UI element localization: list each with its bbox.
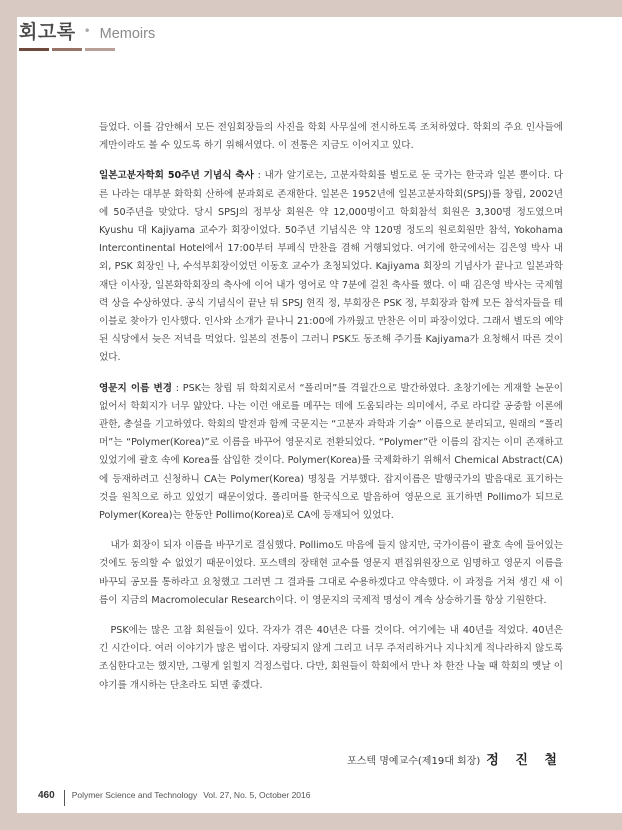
- page-footer: [38, 787, 310, 803]
- decoration-bar: [19, 48, 49, 51]
- paragraph-text: PSK에는 많은 고참 회원들이 있다. 각자가 겪은 40년은 다를 것이다. 여기에는 내 40년을 적었다. 40년은 긴 시간이다. 여러 이야기가 많은 법이다. 자랑되지 않게 그리고 너무 주저리하거나 지나치게 적나라하지 않도록 조심한다고는 했지만, 그렇게 읽힐지 걱정스럽다. 다만, 회원들이 학회에서 만나 차 한잔 나눌 때 학회의 옛날 이야기를 개시하는 단초라도 되면 좋겠다.: [99, 625, 563, 691]
- section-title-english: Memoirs: [99, 26, 156, 42]
- paragraph-heading: 영문지 이름 변경: [99, 382, 172, 394]
- footer-divider: [64, 790, 65, 806]
- author-affiliation: 포스텍 명예교수(제19대 회장): [347, 756, 481, 767]
- paragraph: [99, 380, 563, 526]
- paragraph: [99, 119, 563, 155]
- paragraph-text: : 내가 알기로는, 고분자학회를 별도로 둔 국가는 한국과 일본 뿐이다. 다른 나라는 대부분 화학회 산하에 분과회로 존재한다. 일본은 1952년에 일본고분자학회(SPSJ)를 창립, 2002년에 50주년을 맞았다. 당시 SPSJ의 정부상 회원은 약 12,000명이고 학회참석 회원은 3,300명 정도였으며 Kyushu 대 Kajiyama 교수가 회장이었다. 50주년 기념식은 약 120명 정도의 원로회원만 참석, Yokohama Intercontinental Hotel에서 17:00부터 부페식 만찬을 겸해 거행되었다. 여기에 한국에서는 김은영 박사 내외, PSK 회장인 나, 수석부회장이었던 이동호 교수가 초청되었다. Kajiyama 회장의 기념사가 끝나고 일본과학재단 이사장, 일본화학회장의 축사에 이어 내가 영어로 약 7분에 걸친 축사를 했다. 이 때 김은영 박사는 국제협력 상을 수상하였다. 공식 기념식이 끝난 뒤 SPSJ 현직 정, 부회장은 PSK 정, 부회장과 함께 모든 참석자들을 테이블로 찾아가 인사했다. 인사와 소개가 끝나니 21:00에 가까웠고 만찬은 이미 파장이었다. 그래서 별도의 예약된 식당에서 늦은 저녁을 먹었다. 일본의 전통이 그러니 PSK도 동조해 주기를 Kajiyama가 요청해서 따른 것이었다.: [99, 170, 563, 364]
- author-signature: [347, 749, 563, 768]
- article-body: [99, 119, 563, 707]
- paragraph-text: 내가 회장이 되자 이름을 바꾸기로 결심했다. Pollimo도 마음에 들지 않지만, 국가이름이 괄호 속에 들어있는 것에도 동의할 수 없었기 때문이었다. 포스텍의 장태현 교수를 영문지 편집위원장으로 임명하고 영문지 이름을 바꾸되 공모를 통하라고 요청했고 그러면 그 결과를 그대로 수용하겠다고 약속했다. 이 과정을 거쳐 생긴 새 이름이 지금의 Macromolecular Research이다. 이 영문지의 국제적 명성이 계속 상승하기를 항상 기원한다.: [99, 540, 563, 606]
- paragraph-heading: 일본고분자학회 50주년 기념식 축사: [99, 170, 254, 182]
- decoration-bar: [85, 48, 115, 51]
- title-separator: •: [83, 24, 91, 38]
- paragraph: [99, 167, 563, 367]
- page-number: 460: [38, 789, 55, 801]
- paragraph: [99, 537, 563, 610]
- journal-name: Polymer Science and Technology: [71, 790, 198, 800]
- author-name: 정 진 철: [486, 753, 563, 768]
- section-title-korean: 회고록: [19, 21, 76, 43]
- header-decoration-bars: [19, 48, 115, 51]
- decoration-bar: [52, 48, 82, 51]
- paragraph-text: : PSK는 창립 뒤 학회지로서 “폴리머”를 격월간으로 발간하였다. 초창기에는 게재할 논문이 없어서 학회지가 너무 얇았다. 나는 이런 애로를 메꾸는 데에 도움되라는 의미에서, 주로 라디칼 공중합 이론에 관한, 총설을 기고하였다. 학회의 발전과 함께 국문지는 “고분자 과학과 기술” 이름으로 분리되고, 원래의 “폴리머”는 “Polymer(Korea)”로 이름을 바꾸어 영문지로 전환되었다. “Polymer”란 이름의 잡지는 이미 존재하고 있었기에 괄호 속에 Korea를 삽입한 것이다. Polymer(Korea)를 국제화하기 위해서 Chemical Abstract(CA)에 등재하려고 신청하니 CA는 Polymer(Korea) 명칭을 거부했다. 잡지이름은 발행국가의 발음대로 표기하는 것을 원칙으로 하고 있었기 때문이었다. 폴리머를 한국식으로 발음하여 영문으로 표기하면 Pollimo가 되므로 Polymer(Korea)는 한동안 Pollimo(Korea)로 CA에 등재되어 있었다.: [99, 382, 563, 522]
- section-header: [19, 17, 155, 44]
- paragraph-text: 들었다. 이를 감안해서 모든 전임회장들의 사진을 학회 사무실에 전시하도록 조처하였다. 학회의 주요 인사들에게만이라도 볼 수 있도록 하기 위해서였다. 이 전통은 지금도 이어지고 있다.: [99, 122, 563, 152]
- paragraph: [99, 622, 563, 695]
- journal-volume: Vol. 27, No. 5, October 2016: [203, 790, 311, 800]
